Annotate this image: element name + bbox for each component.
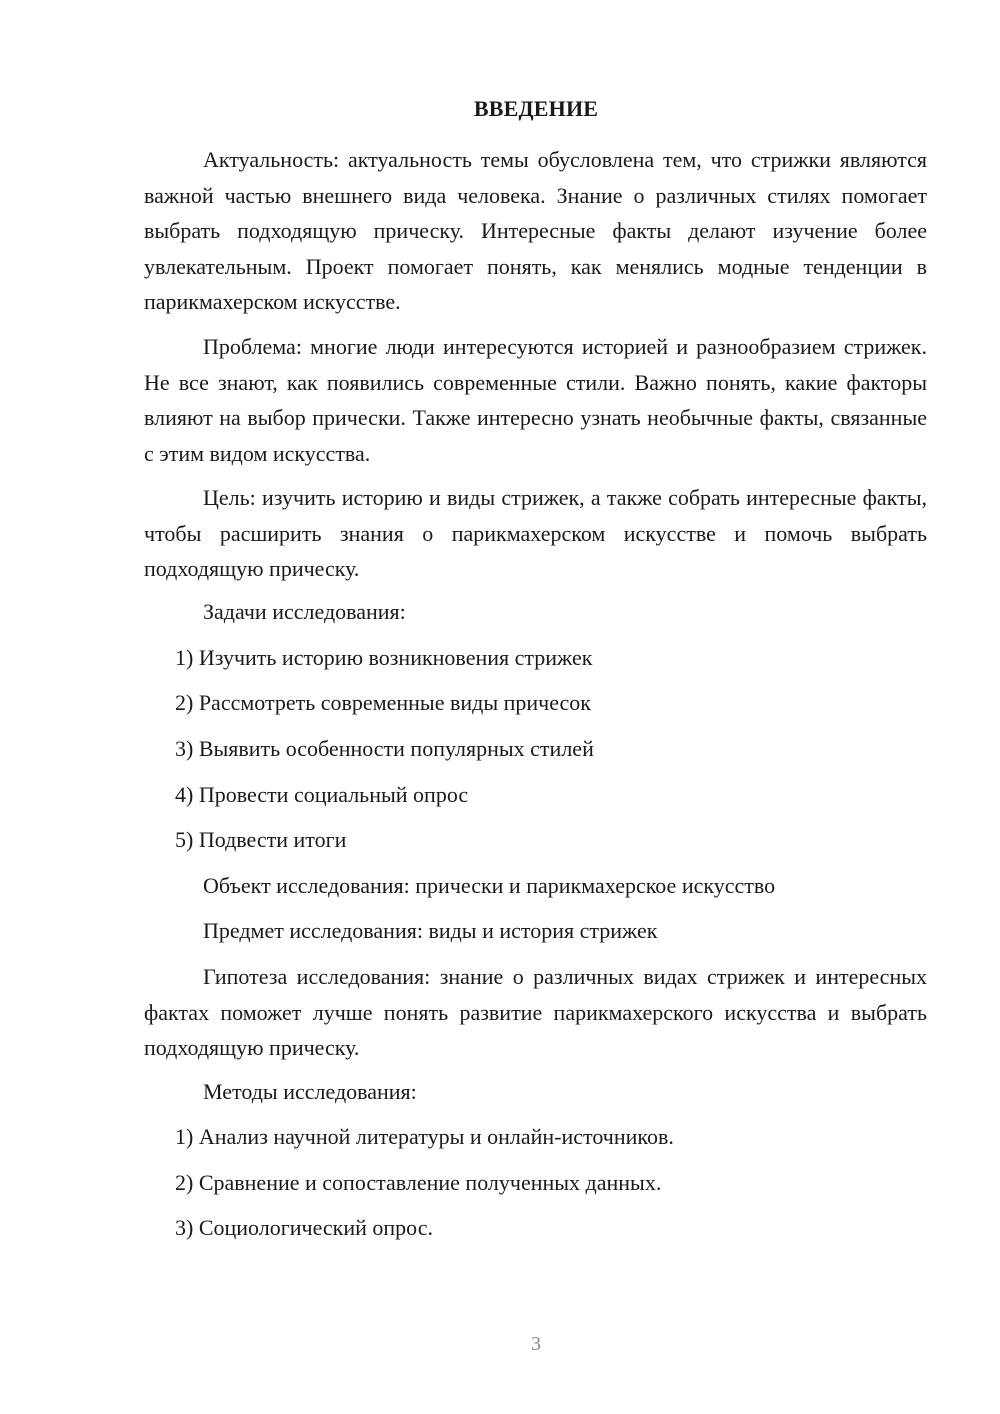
method-item: 1) Анализ научной литературы и онлайн-источников. bbox=[175, 1124, 674, 1149]
page-number: 3 bbox=[531, 1333, 541, 1355]
method-item: 2) Сравнение и сопоставление полученных данных. bbox=[175, 1170, 662, 1195]
research-subject: Предмет исследования: виды и история стрижек bbox=[203, 918, 658, 943]
task-item: 1) Изучить историю возникновения стрижек bbox=[175, 645, 593, 670]
paragraph-relevance: Актуальность: актуальность темы обусловлена тем, что стрижки являются важной частью внешнего вида человека. Знание о различных стилях помогает выбрать подходящую прическу. Интересные факты делают изучение более увлекательным. Проект помогает понять, как менялись модные тенденции в парикмахерском искусстве. bbox=[144, 147, 927, 314]
methods-heading: Методы исследования: bbox=[203, 1079, 417, 1104]
paragraph-problem: Проблема: многие люди интересуются историей и разнообразием стрижек. Не все знают, как появились современные стили. Важно понять, какие факторы влияют на выбор прически. Также интересно узнать необычные факты, связанные с этим видом искусства. bbox=[144, 334, 927, 466]
tasks-heading: Задачи исследования: bbox=[203, 599, 406, 624]
task-item: 5) Подвести итоги bbox=[175, 827, 347, 852]
task-item: 3) Выявить особенности популярных стилей bbox=[175, 736, 594, 761]
section-title: ВВЕДЕНИЕ bbox=[473, 96, 599, 121]
paragraph-hypothesis: Гипотеза исследования: знание о различных видах стрижек и интересных фактах поможет лучше понять развитие парикмахерского искусства и выбрать подходящую прическу. bbox=[144, 964, 927, 1060]
method-item: 3) Социологический опрос. bbox=[175, 1215, 433, 1240]
task-item: 2) Рассмотреть современные виды причесок bbox=[175, 690, 591, 715]
research-object: Объект исследования: прически и парикмахерское искусство bbox=[203, 873, 776, 898]
paragraph-goal: Цель: изучить историю и виды стрижек, а также собрать интересные факты, чтобы расширить знания о парикмахерском искусстве и помочь выбрать подходящую прическу. bbox=[144, 485, 927, 581]
task-item: 4) Провести социальный опрос bbox=[175, 782, 469, 807]
